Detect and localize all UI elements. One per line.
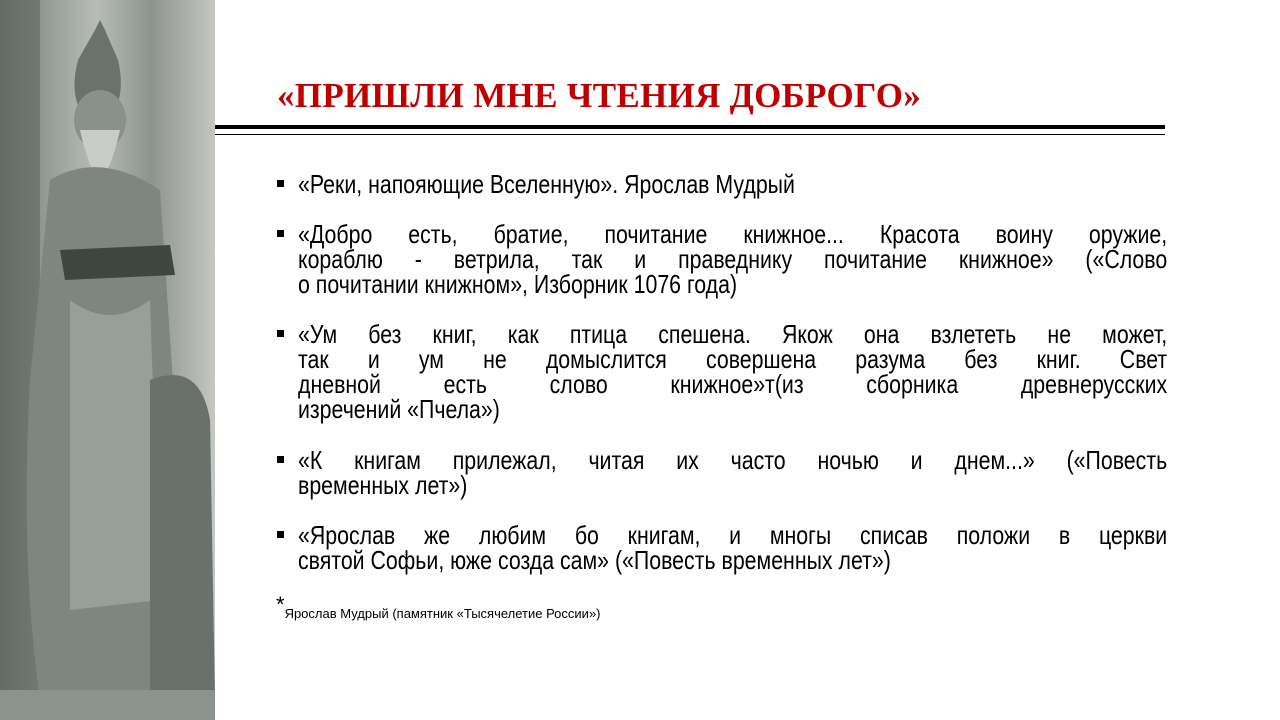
quote-line: о почитании книжном», Изборник 1076 года) <box>298 269 738 299</box>
yaroslav-statue-image <box>0 0 215 720</box>
bullet-icon <box>277 180 284 187</box>
title-divider-thin <box>215 134 1165 135</box>
bullet-icon <box>277 531 284 538</box>
image-footnote <box>276 592 601 621</box>
quote-line: «Ум без книг, как птица спешена. Якож она взлететь не может, <box>298 319 1168 349</box>
quote-line: святой Софьи, юже созда сам» («Повесть временных лет») <box>298 545 891 575</box>
bullet-icon <box>277 330 284 337</box>
quote-line: «Реки, напояющие Вселенную». Ярослав Мудрый <box>298 169 795 199</box>
quote-line: временных лет») <box>298 470 468 500</box>
slide-title: «ПРИШЛИ МНЕ ЧТЕНИЯ ДОБРОГО» <box>277 76 922 115</box>
quote-line: кораблю - ветрила, так и праведнику почитание книжное» («Слово <box>298 244 1168 274</box>
quote-line: «Добро есть, братие, почитание книжное... Красота воину оружие, <box>298 219 1168 249</box>
quote-line: «Ярослав же любим бо книгам, и многы списав положи в церкви <box>298 520 1168 550</box>
quote-line: так и ум не домыслится совершена разума без книг. Свет <box>298 344 1168 374</box>
quote-line: «К книгам прилежал, читая их часто ночью и днем...» («Повесть <box>298 445 1168 475</box>
statue-illustration <box>0 0 215 720</box>
footnote-star: * <box>276 592 285 617</box>
quote-line: дневной есть слово книжное»т(из сборника древнерусских <box>298 369 1168 399</box>
title-divider-thick <box>215 125 1165 129</box>
bullet-icon <box>277 230 284 237</box>
footnote-text: Ярослав Мудрый (памятник «Тысячелетие России») <box>284 606 601 621</box>
bullet-icon <box>277 456 284 463</box>
quote-line: изречений «Пчела») <box>298 394 500 424</box>
